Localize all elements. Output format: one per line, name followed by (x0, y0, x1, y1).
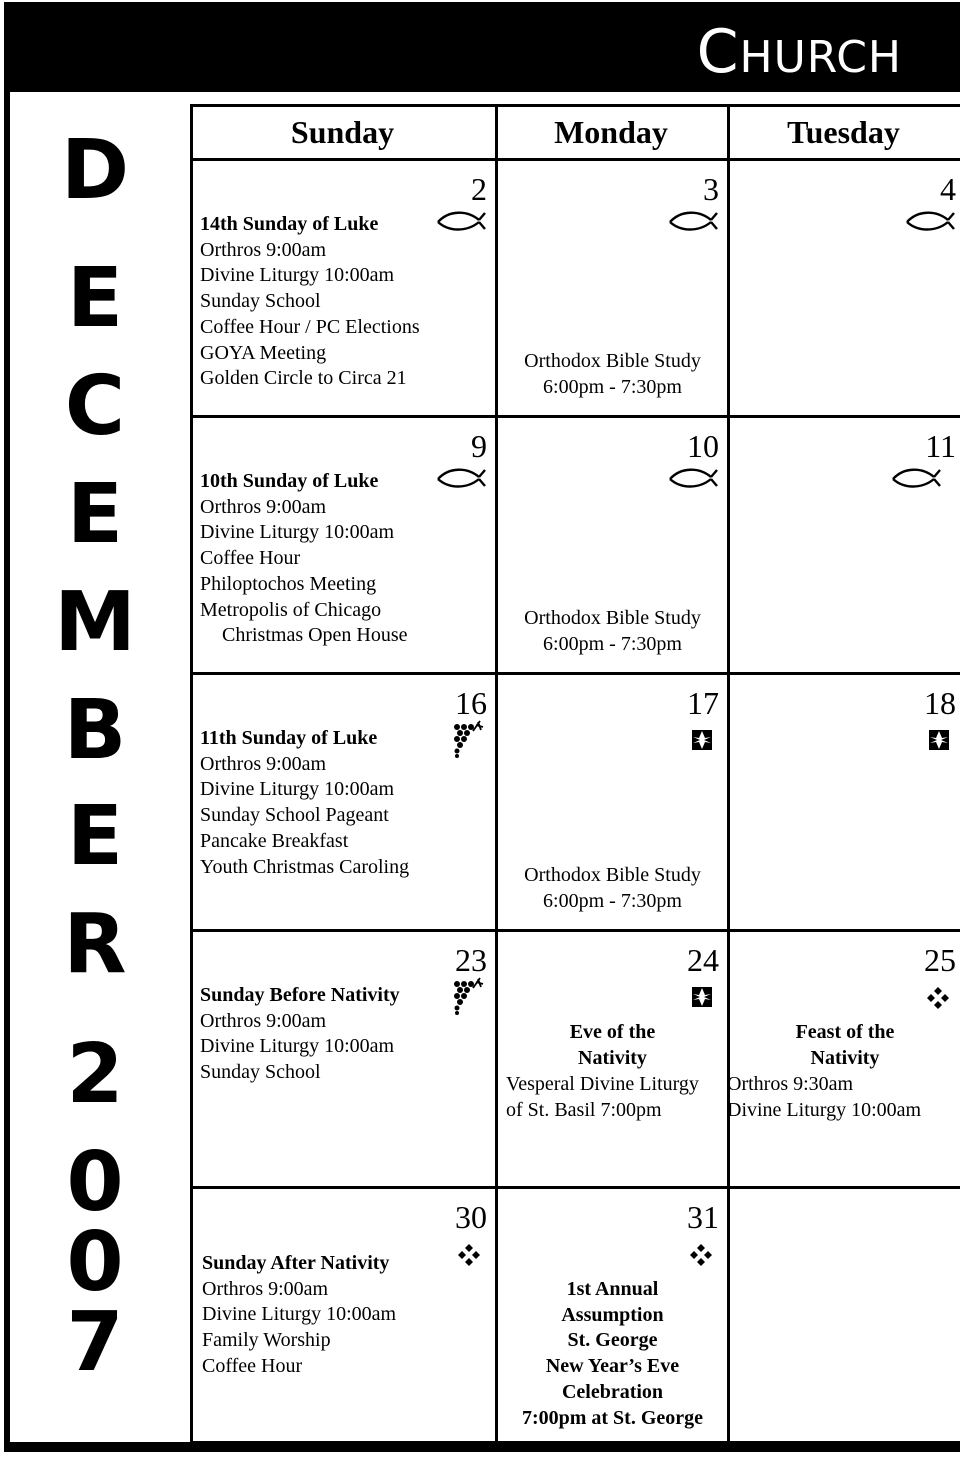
event-line: 6:00pm - 7:30pm (543, 375, 682, 398)
fish-icon (435, 466, 487, 495)
event-line: 6:00pm - 7:30pm (543, 632, 682, 655)
dayname-sunday: Sunday (290, 114, 395, 150)
event-title: 7:00pm at St. George (521, 1406, 704, 1429)
event-title: New Year’s Eve (545, 1355, 680, 1378)
day-cell-2[interactable] (190, 161, 495, 415)
day-cell-11[interactable] (730, 418, 960, 672)
event-title: Feast of the (795, 1021, 895, 1043)
event-title: Eve of the (569, 1021, 656, 1043)
month-letter: E (66, 789, 123, 884)
cross-icon (928, 729, 950, 756)
day-number: 16 (455, 685, 487, 721)
event-line: Orthros 9:00am (202, 1277, 329, 1300)
event-line: Philoptochos Meeting (200, 572, 377, 595)
month-letter: 7 (66, 1295, 124, 1390)
day-number: 11 (925, 428, 956, 464)
month-letter: R (63, 897, 127, 992)
fish-icon (904, 209, 956, 238)
day-cell-30[interactable] (190, 1189, 495, 1441)
month-letter: 0 (66, 1215, 124, 1310)
event-title: Sunday Before Nativity (200, 984, 400, 1006)
event-line: Family Worship (202, 1329, 331, 1352)
event-line: Divine Liturgy 10:00am (200, 778, 395, 801)
fish-icon (435, 209, 487, 238)
day-number: 23 (455, 942, 487, 978)
day-number: 2 (471, 171, 487, 207)
day-number: 18 (924, 685, 956, 721)
header-title-initial: C (696, 17, 740, 87)
dayname-tuesday: Tuesday (787, 114, 900, 150)
event-line: Coffee Hour (202, 1354, 303, 1377)
event-line: 6:00pm - 7:30pm (543, 889, 682, 912)
header-title-rest: HURCH (739, 32, 902, 83)
event-line: Youth Christmas Caroling (200, 855, 410, 878)
grid-line (190, 1441, 960, 1444)
grapes-icon (447, 719, 487, 764)
event-line: Orthros 9:00am (200, 495, 327, 518)
month-letter: B (63, 683, 127, 778)
event-line: GOYA Meeting (200, 341, 327, 364)
diamond-icon (926, 986, 950, 1015)
month-letter: 0 (66, 1135, 124, 1230)
grid-line (190, 104, 960, 107)
event-line: Divine Liturgy 10:00am (200, 264, 395, 287)
day-cell-23[interactable] (190, 932, 495, 1186)
event-title: St. George (567, 1329, 658, 1352)
event-line: Orthros 9:00am (200, 1009, 327, 1032)
header-title (696, 17, 902, 87)
grapes-icon (447, 976, 487, 1021)
calendar-grid (190, 104, 960, 1444)
event-line: Golden Circle to Circa 21 (200, 367, 407, 390)
event-title: 10th Sunday of Luke (200, 470, 379, 492)
day-number: 25 (924, 942, 956, 978)
event-title: Celebration (561, 1380, 664, 1403)
diamond-icon (689, 1243, 713, 1272)
month-year-column (20, 123, 170, 1400)
event-line: Orthros 9:00am (200, 238, 327, 261)
day-number: 30 (455, 1199, 487, 1235)
event-line: Sunday School (200, 290, 321, 313)
day-number: 4 (940, 171, 956, 207)
day-cell-3[interactable] (498, 161, 727, 415)
day-number: 10 (687, 428, 719, 464)
event-line: Divine Liturgy 10:00am (200, 1035, 395, 1058)
event-title: 14th Sunday of Luke (200, 213, 379, 235)
day-number: 31 (687, 1199, 719, 1235)
day-number: 24 (687, 942, 719, 978)
event-line: Orthodox Bible Study (524, 607, 701, 629)
day-cell-24[interactable] (498, 932, 727, 1186)
event-line: Divine Liturgy 10:00am (200, 521, 395, 544)
day-number: 17 (687, 685, 719, 721)
event-line: Orthros 9:30am (727, 1073, 854, 1095)
month-letter: E (66, 467, 123, 562)
day-cell-4[interactable] (730, 161, 960, 415)
dayname-monday: Monday (554, 114, 668, 150)
event-line: Orthodox Bible Study (524, 864, 701, 886)
month-letter: E (66, 251, 123, 346)
event-line: Christmas Open House (222, 624, 408, 647)
event-line: Divine Liturgy 10:00am (727, 1098, 922, 1121)
event-line: Vesperal Divine Liturgy (506, 1073, 699, 1095)
cross-icon (691, 729, 713, 756)
cross-icon (691, 986, 713, 1013)
event-line: Divine Liturgy 10:00am (202, 1303, 397, 1326)
month-letter: C (64, 359, 126, 454)
event-title: Sunday After Nativity (202, 1252, 390, 1274)
event-line: Orthros 9:00am (200, 752, 327, 775)
day-number: 3 (703, 171, 719, 207)
event-line: Orthodox Bible Study (524, 350, 701, 372)
event-title: Nativity (578, 1046, 647, 1069)
month-letter: 2 (66, 1027, 124, 1122)
event-line: Coffee Hour (200, 547, 301, 570)
day-number: 9 (471, 428, 487, 464)
event-title: Nativity (810, 1046, 880, 1069)
fish-icon (667, 209, 719, 238)
day-cell-25[interactable] (727, 932, 960, 1186)
event-title: Assumption (561, 1303, 664, 1326)
event-line: Sunday School Pageant (200, 804, 389, 827)
day-cell-17[interactable] (498, 675, 727, 929)
day-cell-10[interactable] (498, 418, 727, 672)
month-letter: D (60, 123, 130, 218)
day-cell-18[interactable] (730, 675, 960, 929)
day-cell-31[interactable] (498, 1189, 727, 1441)
event-line: Sunday School (200, 1061, 321, 1084)
event-line: Coffee Hour / PC Elections (200, 315, 420, 338)
day-cell-9[interactable] (190, 418, 495, 672)
event-line: Pancake Breakfast (200, 829, 349, 852)
month-letter: M (54, 575, 136, 670)
event-line: of St. Basil 7:00pm (506, 1098, 662, 1121)
day-cell-empty (730, 1189, 960, 1441)
event-title: 11th Sunday of Luke (200, 727, 378, 749)
fish-icon (667, 466, 719, 495)
event-title: 1st Annual (566, 1278, 659, 1300)
event-line: Metropolis of Chicago (200, 598, 382, 621)
fish-icon (890, 466, 942, 495)
day-cell-16[interactable] (190, 675, 495, 929)
diamond-icon (457, 1243, 481, 1272)
